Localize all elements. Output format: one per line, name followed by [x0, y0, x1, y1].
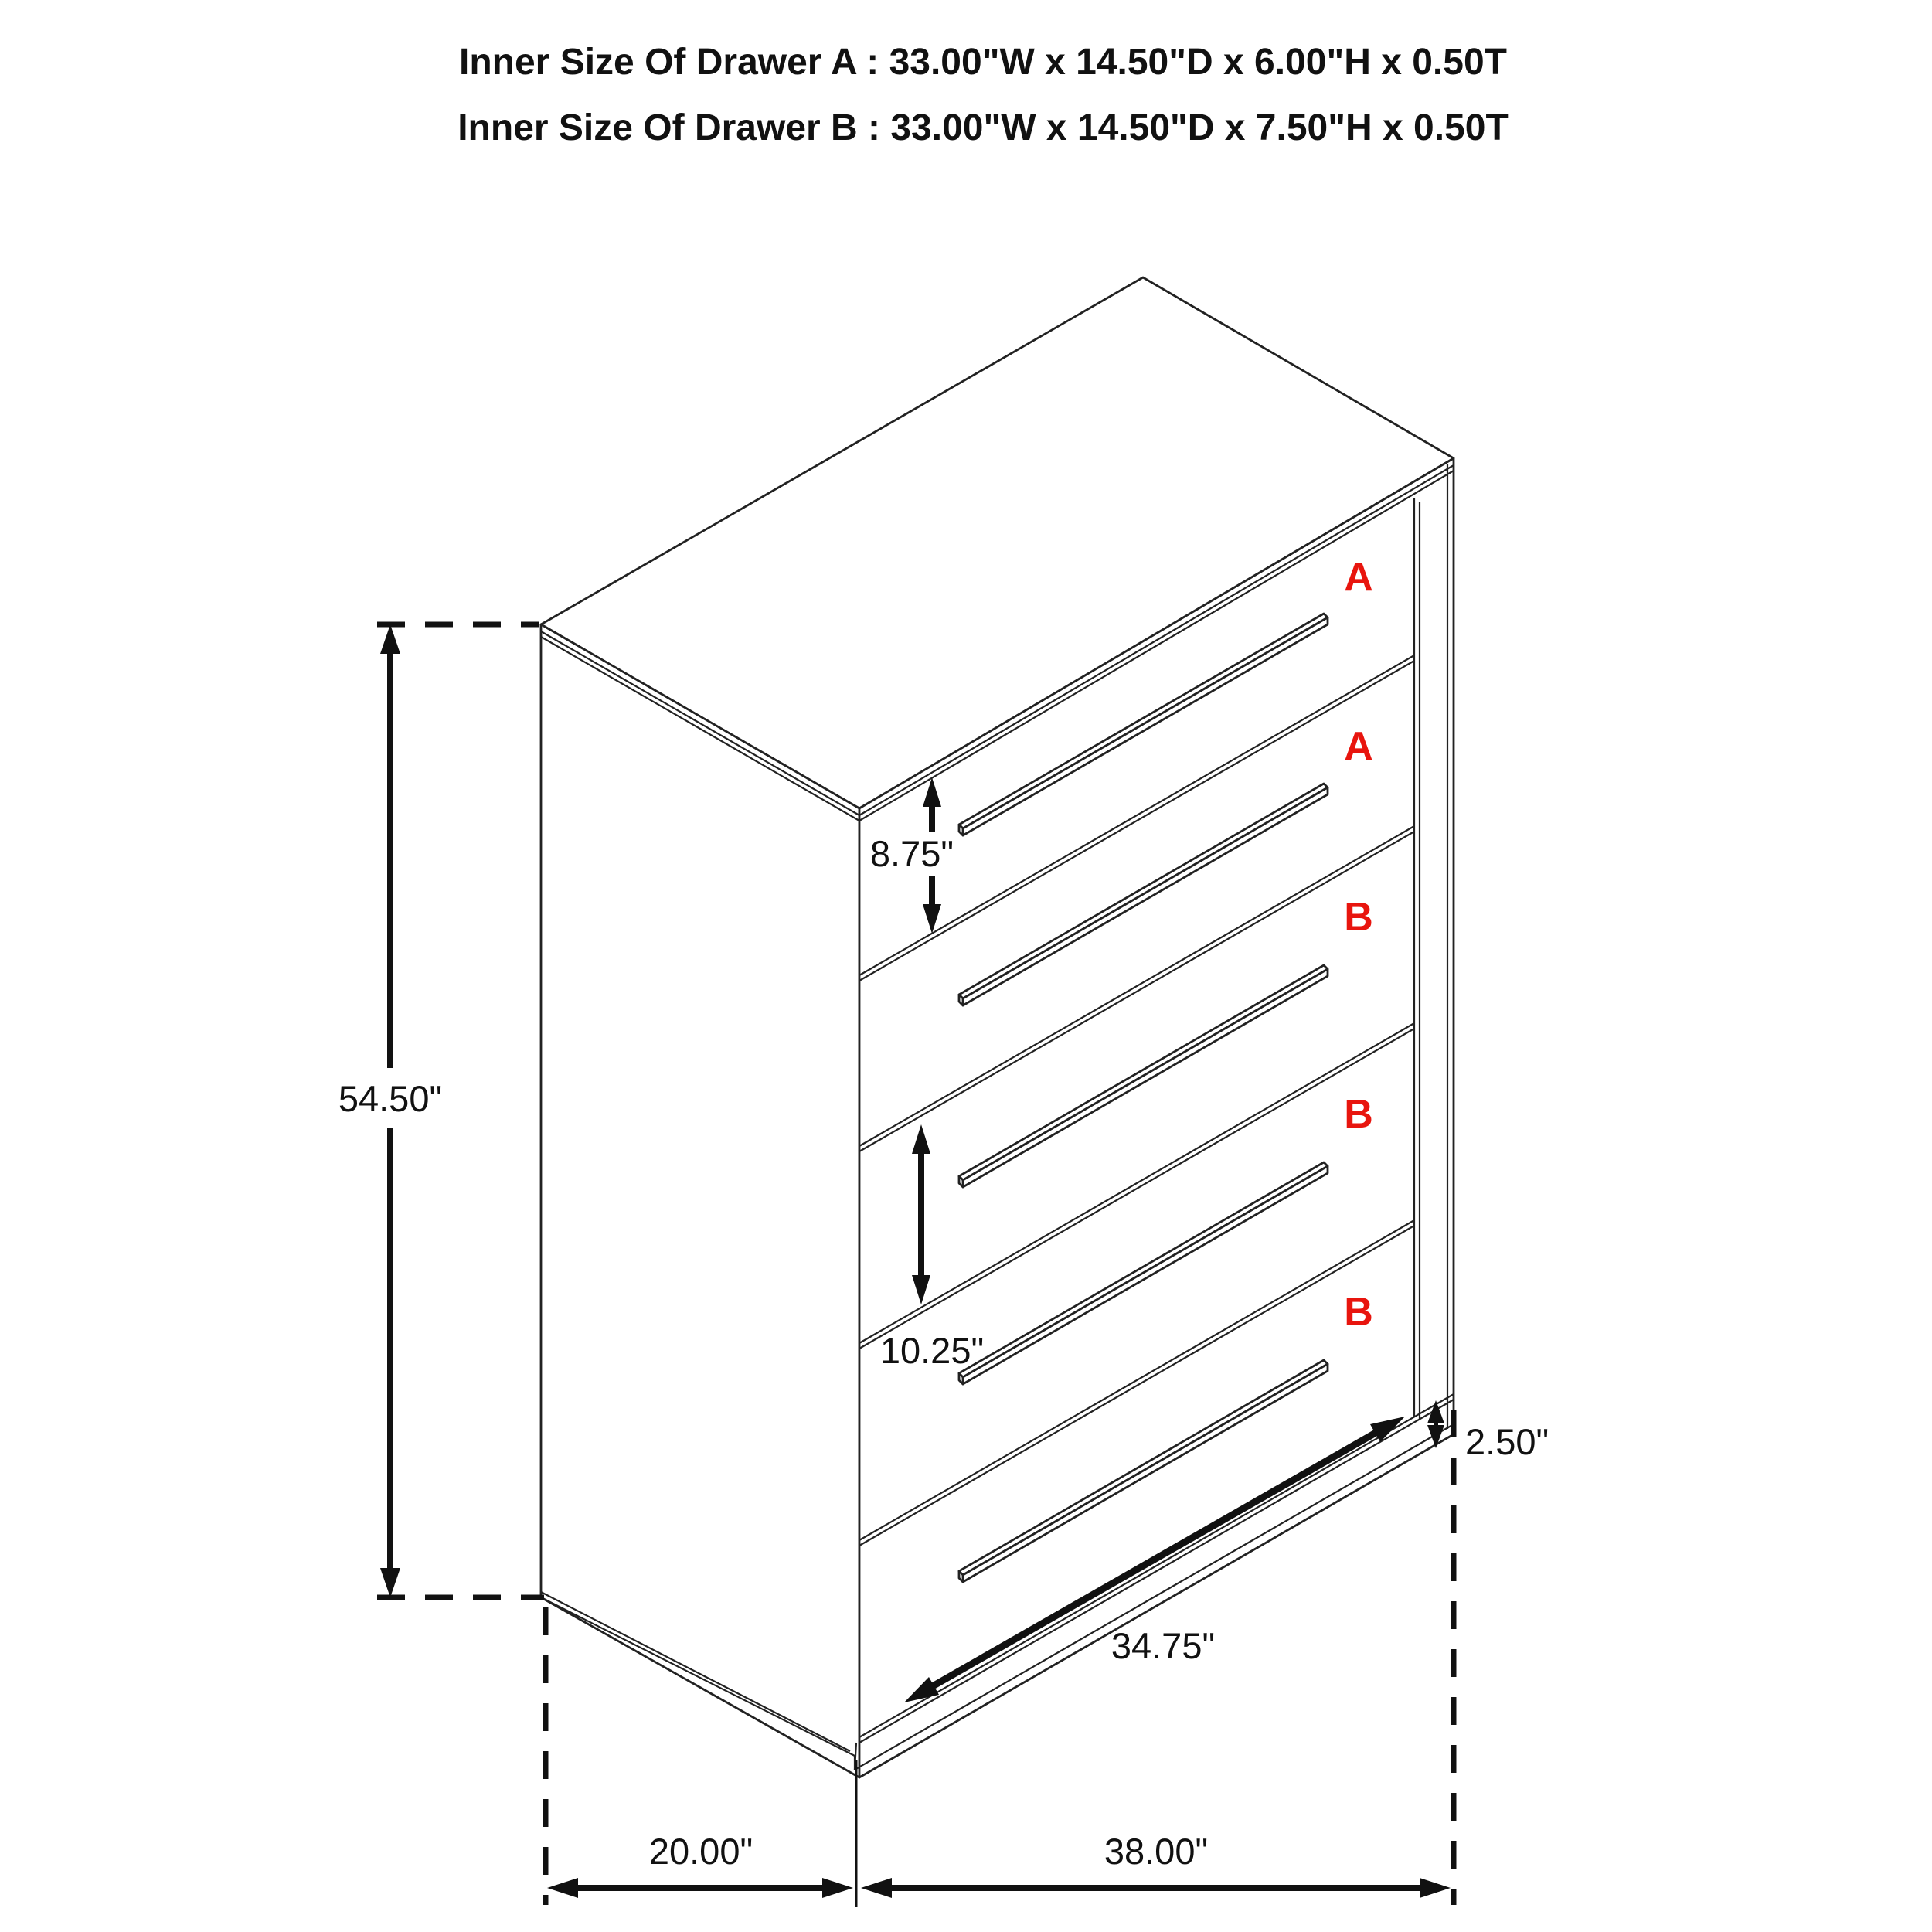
base-height-label: 2.50": [1465, 1421, 1549, 1462]
overall-height-label: 54.50": [338, 1078, 443, 1119]
arrowhead-right-icon: [822, 1878, 853, 1898]
arrowhead-left-icon: [861, 1878, 892, 1898]
width-label: 38.00": [1104, 1831, 1209, 1872]
drawer-a-front-height-label: 8.75": [869, 833, 954, 874]
drawer-face-width-label: 34.75": [1111, 1625, 1216, 1666]
depth-label: 20.00": [648, 1831, 753, 1872]
drawer-b-front-height-label: 10.25": [879, 1330, 985, 1371]
cabinet-left-side-face: [541, 624, 859, 1777]
drawer-2-label: A: [1344, 724, 1373, 769]
title-drawer-b-size: Inner Size Of Drawer B : 33.00"W x 14.50"D x 7.50"H x 0.50T: [457, 107, 1509, 148]
cabinet-outline: [541, 277, 1454, 1777]
dimension-depth: [547, 1831, 853, 1898]
dimension-width: [861, 1831, 1451, 1898]
drawer-1-label: A: [1344, 555, 1373, 600]
arrowhead-down-icon: [380, 1568, 400, 1597]
arrowhead-up-icon: [380, 624, 400, 654]
title-drawer-a-size: Inner Size Of Drawer A : 33.00"W x 14.50"D x 6.00"H x 0.50T: [459, 42, 1507, 83]
dimension-overall-height: [338, 624, 544, 1597]
drawer-3-label: B: [1344, 895, 1373, 940]
drawer-4-label: B: [1344, 1092, 1373, 1137]
arrowhead-right-icon: [1420, 1878, 1451, 1898]
drawer-5-label: B: [1344, 1290, 1373, 1335]
arrowhead-left-icon: [547, 1878, 578, 1898]
